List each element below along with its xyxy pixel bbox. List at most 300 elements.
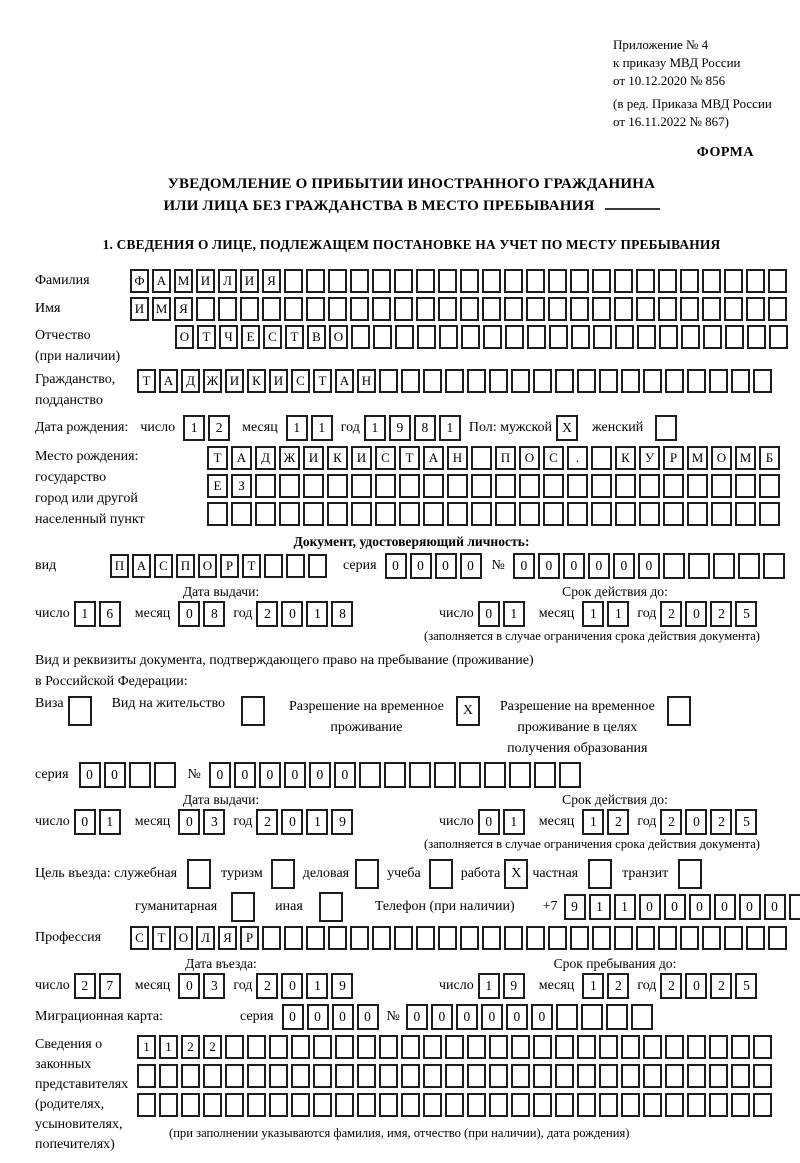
char-cell: С [291,369,310,393]
char-cell: 3 [203,809,225,835]
char-cell [445,1064,464,1088]
id-issue-year-cells [256,601,353,627]
char-cell: О [519,446,540,470]
char-cell [581,1004,603,1030]
char-cell: 1 [183,415,205,441]
char-cell [614,926,633,950]
char-cell [519,502,540,526]
char-cell [429,859,453,889]
char-cell [658,297,677,321]
representatives-label [35,1035,137,1155]
char-cell: 6 [99,601,121,627]
identity-doc-dates [35,583,788,627]
char-cell [159,1064,178,1088]
purpose-work-checkbox [504,859,528,889]
char-cell: 1 [74,601,96,627]
char-cell [636,297,655,321]
char-cell [504,269,523,293]
form-title [35,173,788,217]
char-cell [665,369,684,393]
permit-series-row [35,762,788,788]
char-cell: С [543,446,564,470]
char-cell [384,762,406,788]
char-cell [351,325,370,349]
permit-issue-date-caption: Дата выдачи: [182,792,260,807]
char-cell [225,1064,244,1088]
char-cell [482,269,501,293]
char-cell: Л [218,269,237,293]
representatives-note: (при заполнении указываются фамилия, имя, отчество (при наличии), дата рождения) [169,1126,630,1140]
purpose-tourism-checkbox [271,859,295,889]
char-cell [255,474,276,498]
char-cell: 0 [281,601,303,627]
permit-series-cells [79,762,176,788]
residence-permit-checkbox [241,696,265,726]
char-cell [663,502,684,526]
char-cell: Н [447,446,468,470]
char-cell [240,297,259,321]
stay-doc-line1: Вид и реквизиты документа, подтверждающего право на пребывание (проживание) [35,653,534,668]
char-cell [636,926,655,950]
char-cell: 7 [99,973,121,999]
char-cell [615,502,636,526]
char-cell [543,474,564,498]
char-cell [350,269,369,293]
char-cell: 2 [181,1035,200,1059]
appendix-line-2: к приказу МВД России [613,55,741,70]
id-valid-until-row [439,601,791,627]
char-cell [591,474,612,498]
char-cell [621,1093,640,1117]
char-cell: Т [399,446,420,470]
char-cell: 1 [478,973,500,999]
char-cell [592,926,611,950]
char-cell [599,1064,618,1088]
char-cell: 0 [664,894,686,920]
given-name-row [35,297,788,321]
char-cell [504,297,523,321]
stay-until-row [439,973,791,999]
char-cell [511,1035,530,1059]
char-cell [489,369,508,393]
migration-series-label: серия [240,1009,274,1024]
char-cell [614,269,633,293]
char-cell [303,502,324,526]
char-cell [247,1064,266,1088]
char-cell [559,762,581,788]
char-cell [203,1064,222,1088]
char-cell: 2 [710,601,732,627]
char-cell [291,1035,310,1059]
char-cell [129,762,151,788]
char-cell [639,502,660,526]
char-cell [526,269,545,293]
char-cell [373,325,392,349]
amendment-line-2: от 16.11.2022 № 867) [613,114,730,129]
id-validity-note: (заполняется в случае ограничения срока действия документа) [424,629,760,643]
char-cell [713,553,735,579]
char-cell [592,297,611,321]
char-cell: 1 [306,809,328,835]
char-cell [495,474,516,498]
char-cell [279,474,300,498]
char-cell [724,926,743,950]
id-issue-year-label: год [233,606,253,621]
representatives-label-line3: представителях [35,1077,129,1092]
purpose-business-checkbox [355,859,379,889]
char-cell [768,269,787,293]
form-title-line1: УВЕДОМЛЕНИЕ О ПРИБЫТИИ ИНОСТРАННОГО ГРАЖДАНИНА [167,176,656,192]
char-cell: С [130,926,149,950]
char-cell: 1 [306,973,328,999]
char-cell: М [687,446,708,470]
char-cell [768,926,787,950]
char-cell [372,269,391,293]
char-cell: И [196,269,215,293]
char-cell: 1 [607,601,629,627]
temp-residence-edu-label-line3: получения образования [507,741,648,756]
residence-permit-label: Вид на жительство [111,696,225,711]
char-cell [401,369,420,393]
char-cell: Т [152,926,171,950]
char-cell: 2 [256,601,278,627]
purpose-private-label: частная [532,866,579,881]
char-cell: Д [181,369,200,393]
char-cell: С [263,325,282,349]
purpose-transit-label: транзит [622,866,669,881]
char-cell: 0 [431,1004,453,1030]
char-cell: Л [196,926,215,950]
char-cell [681,325,700,349]
char-cell [306,926,325,950]
char-cell [375,474,396,498]
representatives-label-line6: попечителях) [35,1137,115,1152]
char-cell [746,269,765,293]
visa-label: Виза [35,696,64,711]
given-name-cells [130,297,787,321]
doc-series-cells [385,553,482,579]
char-cell [264,554,283,578]
purpose-humanitarian-checkbox [231,892,255,922]
char-cell [505,325,524,349]
temp-residence-edu-label-line1: Разрешение на временное [499,699,655,714]
char-cell [577,369,596,393]
char-cell [423,369,442,393]
char-cell [680,297,699,321]
char-cell [519,474,540,498]
form-title-line2 [35,195,788,217]
char-cell: 0 [282,1004,304,1030]
char-cell [709,1064,728,1088]
char-cell [665,1064,684,1088]
entry-date-caption: Дата въезда: [185,956,257,971]
permit-issue-month-cells [178,809,225,835]
char-cell: X [456,696,480,726]
char-cell [526,926,545,950]
char-cell [789,894,800,920]
char-cell: 0 [307,1004,329,1030]
char-cell [284,926,303,950]
entry-stay-dates [35,955,788,999]
char-cell: А [231,446,252,470]
citizenship-row [35,369,788,411]
char-cell [351,474,372,498]
char-cell [687,474,708,498]
char-cell [702,297,721,321]
form-title-line2-text: ИЛИ ЛИЦА БЕЗ ГРАЖДАНСТВА В МЕСТО ПРЕБЫВАНИЯ [163,198,595,214]
char-cell [687,1035,706,1059]
char-cell: Т [285,325,304,349]
char-cell [759,502,780,526]
char-cell [357,1064,376,1088]
entry-purpose-row [35,859,788,889]
representatives-label-line1: Сведения о [35,1037,103,1052]
char-cell [680,926,699,950]
char-cell: О [174,926,193,950]
char-cell [636,269,655,293]
char-cell [467,1035,486,1059]
appendix-line-1: Приложение № 4 [613,37,709,52]
id-valid-until-caption: Срок действия до: [562,584,668,599]
char-cell [643,369,662,393]
char-cell: И [303,446,324,470]
id-valid-month-label: месяц [538,606,575,621]
char-cell [284,297,303,321]
char-cell [445,1093,464,1117]
patronymic-label-line2: (при наличии) [35,349,121,364]
birth-year-cells [364,415,461,441]
char-cell [639,474,660,498]
char-cell [328,297,347,321]
char-cell: Т [137,369,156,393]
char-cell: 1 [582,601,604,627]
char-cell: 1 [286,415,308,441]
char-cell: 1 [306,601,328,627]
birth-day-cells [183,415,230,441]
char-cell [548,926,567,950]
char-cell: П [495,446,516,470]
char-cell [218,297,237,321]
permit-series-label: серия [35,767,69,782]
char-cell [379,1093,398,1117]
birth-month-label: месяц [242,420,278,435]
char-cell [731,369,750,393]
char-cell [460,297,479,321]
char-cell [196,297,215,321]
char-cell: 0 [406,1004,428,1030]
entry-date-row [35,973,407,999]
purpose-work-label: работа [460,866,501,881]
temp-residence-edu-label-line2: проживание в целях [517,720,638,735]
char-cell [467,369,486,393]
migration-card-row [35,1004,788,1030]
stay-until-caption: Срок пребывания до: [553,956,677,971]
char-cell: М [735,446,756,470]
char-cell [526,297,545,321]
char-cell: А [132,554,151,578]
char-cell: А [423,446,444,470]
char-cell: 0 [531,1004,553,1030]
char-cell [533,369,552,393]
section1-heading: 1. СВЕДЕНИЯ О ЛИЦЕ, ПОДЛЕЖАЩЕМ ПОСТАНОВКЕ НА УЧЕТ ПО МЕСТУ ПРЕБЫВАНИЯ [102,237,721,252]
char-cell [725,325,744,349]
char-cell [703,325,722,349]
char-cell: 2 [607,809,629,835]
char-cell [467,1093,486,1117]
char-cell [509,762,531,788]
char-cell [372,926,391,950]
char-cell [533,1035,552,1059]
permit-issue-date-row [35,809,407,835]
permit-valid-until-caption: Срок действия до: [562,792,668,807]
char-cell [313,1035,332,1059]
permit-valid-day-label: число [439,814,474,829]
char-cell [308,554,327,578]
char-cell [269,1093,288,1117]
doc-kind-label: вид [35,558,57,573]
char-cell: Т [313,369,332,393]
char-cell [769,325,788,349]
temp-residence-label [289,696,444,738]
char-cell [203,1093,222,1117]
char-cell [747,325,766,349]
char-cell: 0 [638,553,660,579]
permit-valid-year-cells [660,809,757,835]
id-issue-day-cells [74,601,121,627]
entry-month-cells [178,973,225,999]
char-cell: 1 [439,415,461,441]
char-cell: 9 [389,415,411,441]
char-cell [663,474,684,498]
char-cell [555,1035,574,1059]
char-cell [567,474,588,498]
entry-year-cells [256,973,353,999]
char-cell [588,859,612,889]
char-cell: 0 [714,894,736,920]
char-cell [484,762,506,788]
stay-doc-type-row [35,696,788,759]
permit-valid-until-group [439,791,791,835]
char-cell: З [231,474,252,498]
char-cell: 2 [74,973,96,999]
char-cell [137,1064,156,1088]
permit-issue-month-label: месяц [134,814,171,829]
char-cell [291,1064,310,1088]
char-cell: 2 [607,973,629,999]
char-cell [423,502,444,526]
temp-residence-label-line1: Разрешение на временное [288,699,444,714]
char-cell [709,1093,728,1117]
char-cell [570,297,589,321]
char-cell [447,474,468,498]
permit-issue-day-label: число [35,814,70,829]
char-cell: 0 [74,809,96,835]
char-cell [548,269,567,293]
char-cell: 0 [410,553,432,579]
char-cell: С [154,554,173,578]
char-cell [631,1004,653,1030]
char-cell: 3 [203,973,225,999]
doc-kind-cells [110,554,327,578]
char-cell [543,502,564,526]
char-cell [355,859,379,889]
char-cell: 0 [178,809,200,835]
char-cell: 2 [208,415,230,441]
char-cell [599,1093,618,1117]
char-cell [416,926,435,950]
char-cell [137,1093,156,1117]
char-cell [731,1093,750,1117]
purpose-tourism-label: туризм [221,866,263,881]
char-cell [489,1093,508,1117]
char-cell: Р [240,926,259,950]
char-cell: 0 [764,894,786,920]
char-cell: 0 [234,762,256,788]
char-cell [379,369,398,393]
char-cell [759,474,780,498]
id-issue-month-label: месяц [134,606,171,621]
char-cell [511,369,530,393]
char-cell [687,369,706,393]
amendment-line-1: (в ред. Приказа МВД России [613,96,772,111]
char-cell [658,926,677,950]
char-cell [395,325,414,349]
doc-number-sign: № [491,558,505,573]
migration-number-sign: № [386,1009,400,1024]
char-cell: 2 [660,973,682,999]
char-cell [350,926,369,950]
patronymic-row [35,325,788,367]
char-cell [262,926,281,950]
char-cell [489,1064,508,1088]
char-cell: . [567,446,588,470]
char-cell: Б [759,446,780,470]
citizenship-label-line2: подданство [35,393,103,408]
birth-place-label-line4: населенный пункт [35,512,145,527]
char-cell [375,502,396,526]
char-cell: 0 [385,553,407,579]
char-cell [434,762,456,788]
char-cell [659,325,678,349]
char-cell: Н [357,369,376,393]
char-cell: 0 [460,553,482,579]
char-cell: 2 [256,809,278,835]
char-cell [738,553,760,579]
permit-issue-date-group [35,791,407,835]
temp-residence-edu-label [500,696,655,759]
representatives-label-line5: усыновителях, [35,1117,123,1132]
char-cell [643,1064,662,1088]
purpose-official-checkbox [187,859,211,889]
char-cell [482,926,501,950]
purpose-study-label: учеба [387,866,421,881]
char-cell: И [225,369,244,393]
char-cell: 1 [159,1035,178,1059]
char-cell [592,269,611,293]
representatives-cells-row2 [137,1064,772,1088]
char-cell: 0 [689,894,711,920]
given-name-label: Имя [35,301,61,316]
char-cell [555,369,574,393]
char-cell: 0 [685,973,707,999]
char-cell [702,269,721,293]
char-cell: 2 [660,809,682,835]
birth-date-row [35,415,788,441]
char-cell [159,1093,178,1117]
visa-checkbox [68,696,92,726]
birth-place-label-line2: государство [35,470,107,485]
char-cell: 0 [104,762,126,788]
